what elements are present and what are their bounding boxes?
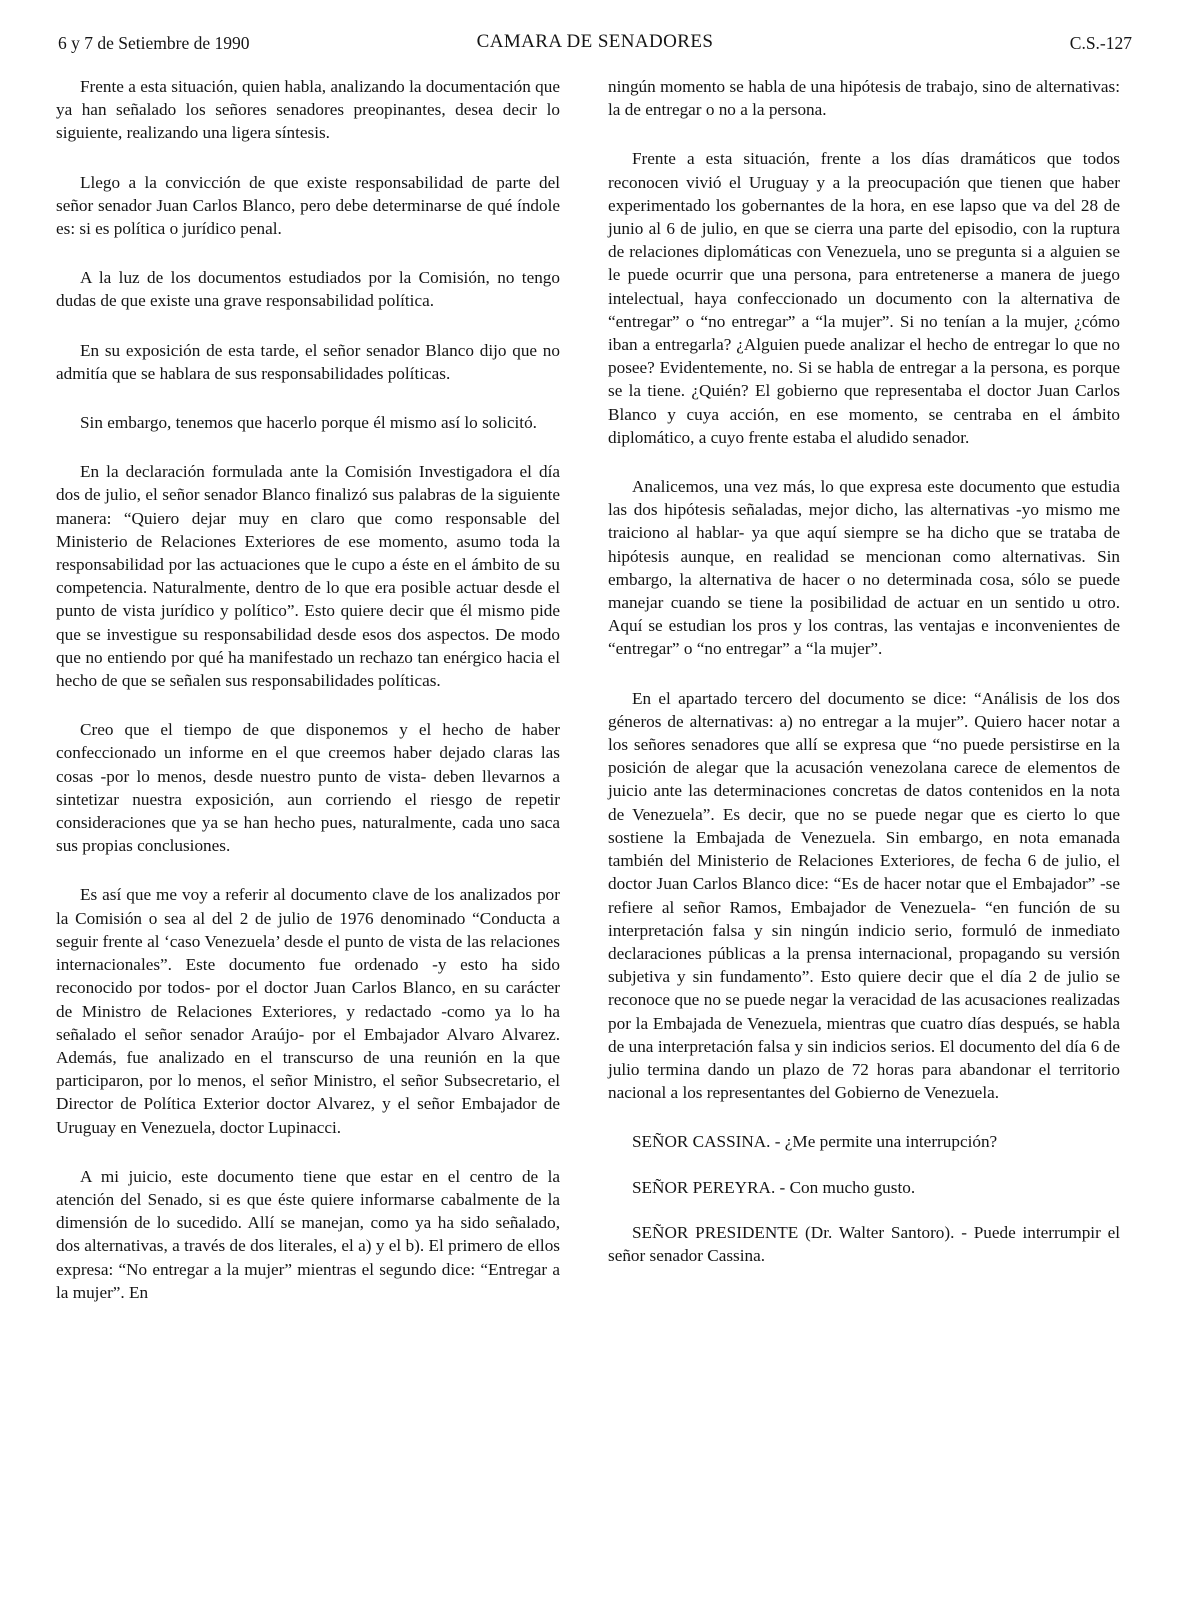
paragraph: En su exposición de esta tarde, el señor senador Blanco dijo que no admitía que se hablara de sus responsabilidades políticas.: [56, 340, 560, 383]
paragraph: Frente a esta situación, quien habla, analizando la documentación que ya han señalado los señores senadores preopinantes, desea decir lo siguiente, realizando una ligera síntesis.: [56, 77, 560, 143]
session-date: 6 y 7 de Setiembre de 1990: [58, 33, 250, 53]
speaker-line: SEÑOR PRESIDENTE (Dr. Walter Santoro). - Puede interrumpir el señor senador Cassina.: [608, 1222, 1120, 1265]
paragraph: Creo que el tiempo de que disponemos y el hecho de haber confeccionado un informe en el que creemos haber dejado claras las cosas -por lo menos, desde nuestro punto de vista- deben llevarnos a sintetizar nuestra exposición, aun corriendo el riesgo de repetir consideraciones que ya se han hecho pues, naturalmente, cada uno saca sus propias conclusiones.: [56, 720, 560, 856]
paragraph: Frente a esta situación, frente a los días dramáticos que todos reconocen vivió el Uruguay y a la preocupación que tienen que haber experimentado los gobernantes de la hora, en ese lapso que va del 28 de junio al 6 de julio, en que se cierra una parte del episodio, con la ruptura de relaciones diplomáticas con Venezuela, uno se pregunta si a alguien se le puede ocurrir que una persona, para entretenerse a manera de juego intelectual, haya confeccionado un documento con la alternativa de “entregar” o “no entregar” a “la mujer”. Si no tenían a la mujer, ¿cómo iban a entregarla? ¿Alguien puede analizar el hecho de entregar lo que no posee? Evidentemente, no. Si se habla de entregar a la persona, es porque se la tiene. ¿Quién? El gobierno que representaba el doctor Juan Carlos Blanco y cuya acción, en ese momento, se centraba en el ámbito diplomático, a cuyo frente estaba el aludido senador.: [608, 149, 1120, 447]
paragraph: A mi juicio, este documento tiene que estar en el centro de la atención del Senado, si es que éste quiere informarse cabalmente de la dimensión de lo sucedido. Allí se manejan, como ya ha sido señalado, dos alternativas, a través de dos literales, el a) y el b). El primero de ellos expresa: “No entregar a la mujer” mientras el segundo dice: “Entregar a la mujer”. En: [56, 1166, 560, 1302]
speaker-line: SEÑOR PEREYRA. - Con mucho gusto.: [632, 1177, 916, 1197]
left-column: [56, 75, 560, 1330]
paragraph: Llego a la convicción de que existe responsabilidad de parte del señor senador Juan Carlos Blanco, pero debe determinarse de qué índole es: si es política o jurídico penal.: [56, 172, 560, 239]
chamber-title: CAMARA DE SENADORES: [476, 31, 714, 52]
paragraph: Sin embargo, tenemos que hacerlo porque él mismo así lo solicitó.: [80, 413, 537, 433]
paragraph-continuation: ningún momento se habla de una hipótesis de trabajo, sino de alternativas: la de entregar o no a la persona.: [608, 77, 1120, 120]
paragraph: Es así que me voy a referir al documento clave de los analizados por la Comisión o sea al del 2 de julio de 1976 denominado “Conducta a seguir frente al ‘caso Venezuela’ desde el punto de vista de las relaciones internacionales”. Este documento fue ordenado -y esto ha sido reconocido por todos- por el doctor Juan Carlos Blanco, en su carácter de Ministro de Relaciones Exteriores, y redactado -como ya lo ha señalado el señor senador Araújo- por el Embajador Alvaro Alvarez. Además, fue analizado en el transcurso de una reunión en la que participaron, por lo menos, el señor Ministro, el señor Subsecretario, el Director de Política Exterior doctor Alvarez, y el señor Embajador de Uruguay en Venezuela, doctor Lupinacci.: [56, 885, 560, 1137]
paragraph: En el apartado tercero del documento se dice: “Análisis de los dos géneros de alternativas: a) no entregar a la mujer”. Quiero hacer notar a los señores senadores que allí se expresa que “no puede persistirse en la posición de alegar que la acusación venezolana carece de elementos de juicio ante las determinaciones concretas de datos contenidos en la nota de Venezuela”. Es decir, que no se puede negar que es cierto lo que sostiene la Embajada de Venezuela. Sin embargo, en nota emanada también del Ministerio de Relaciones Exteriores, de fecha 6 de julio, el doctor Juan Carlos Blanco dice: “Es de hacer notar que el Embajador” -se refiere al señor Ramos, Embajador de Venezuela- “en función de su interpretación falsa y sin ningún indicio serio, formuló de inmediato declaraciones públicas a la prensa internacional, propagando su versión subjetiva y sin fundamento”. Esto quiere decir que el día 2 de julio se reconoce que no se puede negar la veracidad de las acusaciones realizadas por la Embajada de Venezuela, mientras que cuatro días después, se habla de una interpretación falsa y sin indicios serios. El documento del día 6 de julio termina dando un plazo de 72 horas para abandonar el territorio nacional a los representantes del Gobierno de Venezuela.: [608, 688, 1120, 1103]
page-header: [58, 31, 1132, 59]
speaker-line: SEÑOR CASSINA. - ¿Me permite una interrupción?: [632, 1132, 998, 1152]
page-reference: C.S.-127: [1069, 33, 1132, 53]
paragraph: Analicemos, una vez más, lo que expresa este documento que estudia las dos hipótesis señaladas, mejor dicho, las alternativas -yo mismo me traiciono al hablar- ya que aquí siempre se ha dicho que se trataba de hipótesis aunque, en realidad se mencionan como alternativas. Sin embargo, la alternativa de hacer o no determinada cosa, sólo se puede manejar cuando se tiene la posibilidad de actuar en un sentido u otro. Aquí se estudian los pros y los contras, las ventajas e inconvenientes de “entregar” o “no entregar” a “la mujer”.: [608, 477, 1120, 659]
paragraph: A la luz de los documentos estudiados por la Comisión, no tengo dudas de que existe una grave responsabilidad política.: [56, 268, 560, 311]
paragraph: En la declaración formulada ante la Comisión Investigadora el día dos de julio, el señor senador Blanco finalizó sus palabras de la siguiente manera: “Quiero dejar muy en claro que como responsable del Ministerio de Relaciones Exteriores de ese momento, asumo toda la responsabilidad por las actuaciones que le cupo a éste en el ámbito de su competencia. Naturalmente, dentro de lo que era posible actuar desde el punto de vista jurídico y político”. Esto quiere decir que él mismo pide que se investigue su responsabilidad desde esos dos aspectos. De modo que no entiendo por qué ha manifestado un rechazo tan enérgico hacia el hecho de que se señalen sus responsabilidades políticas.: [56, 462, 560, 691]
right-column: [608, 75, 1120, 1289]
